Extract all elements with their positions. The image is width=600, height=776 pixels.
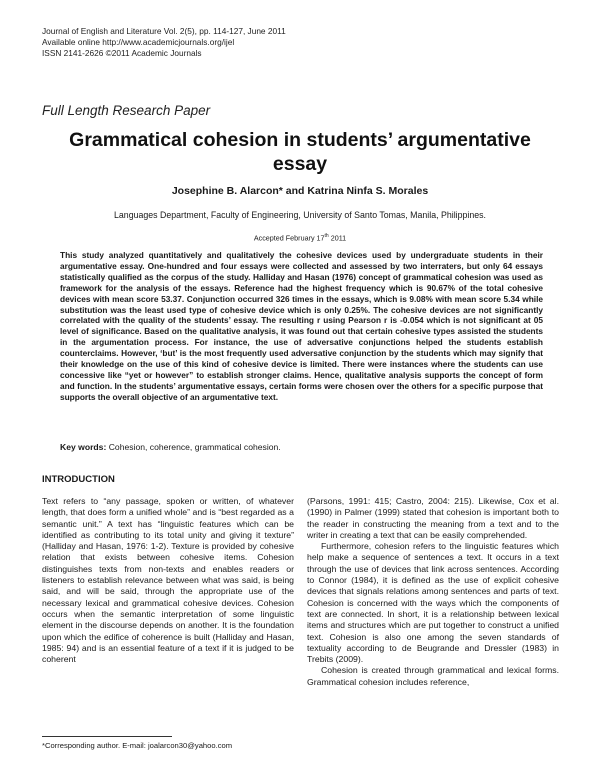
accepted-date [40,233,560,242]
accepted-sup: th [324,233,329,239]
right-paragraph-2: Furthermore, cohesion refers to the linguistic features which help make a sequence of sentences a text. It occurs in a text through the use of devices that link across sentences. According to Connor (1984), it is defined as the use of explicit cohesive devices that signals relations among sentences and parts of text. Cohesion is concerned with the ways which the components of text are connected. In short, it is a relationship between lexical items and structures which are put together to construct a unified text. Cohesion is also one among the seven standards of textuality according to de Beugrande and Dressler (1983) in Trebits (2009). [307,541,559,665]
authors: Josephine B. Alarcon* and Katrina Ninfa S. Morales [171,185,429,197]
journal-citation: Journal of English and Literature Vol. 2(5), pp. 114-127, June 2011 [42,26,286,36]
affiliation: Languages Department, Faculty of Engineering, University of Santo Tomas, Manila, Philippines. [114,210,486,220]
footnote-divider [42,736,172,737]
paper-type: Full Length Research Paper [42,103,211,118]
keywords-label: Key words: [60,442,107,452]
journal-issn: ISSN 2141-2626 ©2011 Academic Journals [42,48,202,58]
accepted-suffix: 2011 [328,233,347,243]
section-heading-introduction: INTRODUCTION [42,474,115,485]
right-paragraph-1: (Parsons, 1991: 415; Castro, 2004: 215). Likewise, Cox et al. (1990) in Palmer (1999) stated that cohesion is important both to the reader in constructing the meaning from a text and to the writer in creating a text that can be easily comprehended. [307,496,559,540]
right-column [307,496,559,688]
left-column [42,496,294,665]
journal-info [42,26,286,59]
accepted-prefix: Accepted February 17 [253,233,325,243]
keywords [60,442,543,452]
left-paragraph-1: Text refers to “any passage, spoken or written, of whatever length, that does form a unified whole” and is “best regarded as a semantic unit.” A text has “linguistic features which can be identified as contributing to its total unity and giving it texture” (Halliday and Hasan, 1976: 1-2). Texture is provided by cohesive relation that exists between cohesive items. Cohesion distinguishes texts from non-texts and enables readers or listeners to establish relevance between what was said, is being said, and will be said, through the appropriate use of the necessary lexical and grammatical cohesive devices. Cohesion occurs when the semantic interpretation of some linguistic element in the discourse depends on another. It is the foundation upon which the edifice of coherence is built (Halliday and Hasan, 1985: 94) and is an essential feature of a text if it is judged to be coherent [42,496,294,665]
keywords-value: Cohesion, coherence, grammatical cohesion. [106,442,281,452]
footnote: *Corresponding author. E-mail: joalarcon30@yahoo.com [42,741,233,750]
journal-url: Available online http://www.academicjournals.org/ijel [42,37,235,47]
abstract: This study analyzed quantitatively and qualitatively the cohesive devices used by undergraduate students in their argumentative essay. One-hundred and four essays were collected and assessed by two interraters, but only 64 essays statistically qualified as the corpus of the study. Halliday and Hasan (1976) concept of grammatical cohesion was used as framework for the analysis of the essays. Reference had the highest frequency which is 90.67% of the total cohesive devices with mean score 53.37. Conjunction occurred 326 times in the essays, which is 9.08% with mean score 5.34 while substitution was the least used type of cohesive device which is only 0.25%. The cohesive devices are not significantly correlated with the quality of the students’ essay. The resulting r using Pearson r is -0.054 which is not significant at 05 level of significance. Based on the qualitative analysis, it was found out that certain cohesive types assisted the students in the argumentation process. For instance, the use of adversative conjunctions helped the students establish counterclaims. However, ‘but’ is the most frequently used adversative conjunction by the students which may signify that their knowledge on the use of this kind of cohesive device is limited. There were instances where the students can use concessive like “yet or however” to establish stronger claims. Hence, qualitative analysis supports the concept of form and function. In the students’ argumentative essays, certain forms were chosen over the others for a specific purpose that supports the overall objective of an argumentative text. [60,250,543,402]
right-paragraph-3: Cohesion is created through grammatical and lexical forms. Grammatical cohesion includes reference, [307,665,559,687]
paper-title: Grammatical cohesion in students’ argumentative essay [69,129,531,175]
